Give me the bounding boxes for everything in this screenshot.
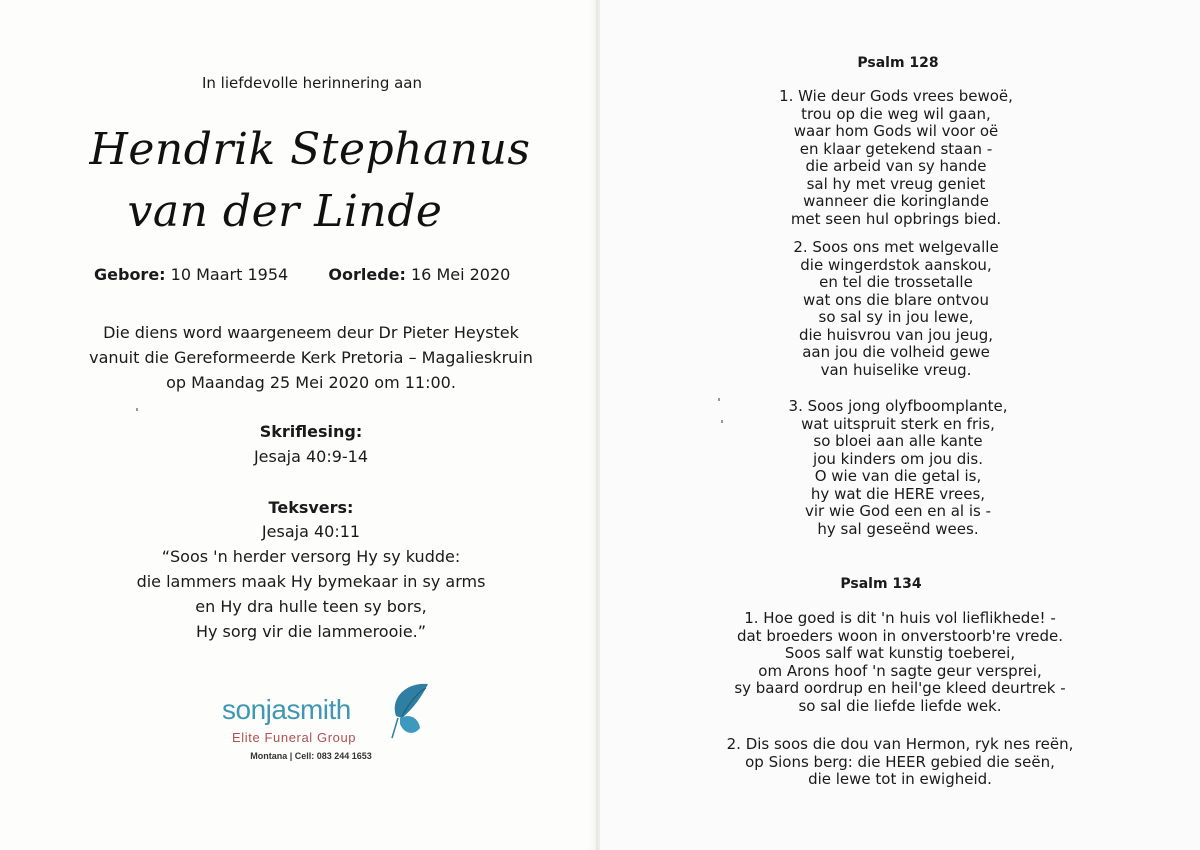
- psalm134-verse1-line: so sal die liefde liefde wek.: [798, 696, 1002, 715]
- psalm128-verse2-line: van huiselike vreug.: [820, 360, 972, 379]
- psalm128-verse2-line: die wingerdstok aanskou,: [800, 255, 992, 274]
- psalm128-verse1-line: die arbeid van sy hande: [805, 157, 987, 175]
- psalm128-verse1-line: waar hom Gods wil voor oë: [793, 122, 999, 140]
- psalm128-verse3-line: wat uitspruit sterk en fris,: [801, 414, 995, 433]
- intro-text: In liefdevolle herinnering aan: [201, 74, 422, 92]
- service-line: Die diens word waargeneem deur Dr Pieter Heystek: [103, 323, 519, 342]
- paper-speck: [721, 420, 723, 423]
- paper-speck: [718, 398, 720, 401]
- psalm134-verse2-line: op Sions berg: die HEER gebied die seën,: [745, 752, 1055, 771]
- born-label: Gebore:: [94, 265, 166, 284]
- logo-contact: Montana | Cell: 083 244 1653: [250, 751, 372, 761]
- psalm128-verse1-line: en klaar getekend staan -: [799, 139, 993, 158]
- service-line: vanuit die Gereformeerde Kerk Pretoria – Magalieskruin: [89, 348, 533, 367]
- deceased-name-line1: Hendrik Stephanus: [89, 124, 531, 175]
- psalm128-verse3-line: hy wat die HERE vrees,: [810, 484, 986, 503]
- psalm128-verse1-line: sal hy met vreug geniet: [806, 174, 986, 193]
- paper-speck: [136, 408, 138, 411]
- psalm128-title: Psalm 128: [857, 55, 939, 71]
- psalm128-verse3-line: 3. Soos jong olyfboomplante,: [788, 397, 1008, 415]
- psalm128-verse2-line: aan jou die volheid gewe: [802, 343, 990, 361]
- psalm134-title: Psalm 134: [840, 576, 922, 592]
- text-verse-label: Teksvers:: [268, 498, 354, 517]
- reading-reference: Jesaja 40:9-14: [253, 447, 369, 466]
- psalm128-verse1-line: trou op die weg wil gaan,: [801, 104, 991, 123]
- left-page: [0, 0, 596, 850]
- psalm134-verse1-line: Soos salf wat kunstig toeberei,: [784, 644, 1016, 662]
- psalm128-verse3-line: hy sal geseënd wees.: [817, 519, 979, 538]
- psalm128-verse2-line: so sal sy in jou lewe,: [818, 308, 974, 326]
- psalm134-verse1-line: 1. Hoe goed is dit 'n huis vol lieflikhede! -: [744, 609, 1056, 627]
- psalm128-verse2-line: die huisvrou van jou jeug,: [798, 325, 993, 344]
- psalm134-verse1-line: sy baard oordrup en heil'ge kleed deurtrek -: [734, 679, 1066, 697]
- psalm134-verse2-line: die lewe tot in ewigheid.: [808, 770, 992, 788]
- died-label: Oorlede:: [328, 265, 406, 284]
- psalm134-verse1-line: om Arons hoof 'n sagte geur versprei,: [758, 661, 1042, 680]
- psalm128-verse3-line: vir wie God een en al is -: [804, 502, 992, 520]
- psalm128-verse1-line: wanneer die koringlande: [803, 192, 989, 210]
- service-line: op Maandag 25 Mei 2020 om 11:00.: [166, 373, 456, 392]
- butterfly-icon: [382, 680, 442, 744]
- logo-brand-text: sonjasmith: [222, 694, 351, 725]
- psalm134-verse1-line: dat broeders woon in onverstoorb're vrede.: [736, 626, 1064, 645]
- text-verse-quote-line: “Soos 'n herder versorg Hy sy kudde:: [161, 547, 461, 566]
- text-verse-quote-line: die lammers maak Hy bymekaar in sy arms: [136, 572, 486, 591]
- psalm128-verse3-line: so bloei aan alle kante: [813, 432, 983, 450]
- deceased-name-line2: van der Linde: [127, 186, 443, 237]
- text-verse-quote-line: en Hy dra hulle teen sy bors,: [195, 597, 427, 616]
- psalm128-verse2-line: 2. Soos ons met welgevalle: [793, 238, 999, 256]
- psalm128-verse2-line: en tel die trossetalle: [819, 273, 973, 291]
- died-date: 16 Mei 2020: [411, 265, 511, 284]
- reading-label: Skriflesing:: [259, 422, 363, 441]
- life-dates: [94, 265, 510, 284]
- text-verse-reference: Jesaja 40:11: [261, 522, 361, 541]
- psalm128-verse3-line: O wie van die getal is,: [814, 467, 982, 485]
- right-page: [600, 0, 1200, 850]
- psalm128-verse1-line: met seen hul opbrings bied.: [790, 209, 1002, 228]
- born-date: 10 Maart 1954: [170, 265, 289, 284]
- logo-tagline: Elite Funeral Group: [232, 730, 357, 745]
- psalm128-verse2-line: wat ons die blare ontvou: [803, 290, 989, 309]
- psalm128-verse3-line: jou kinders om jou dis.: [813, 449, 983, 468]
- text-verse-quote-line: Hy sorg vir die lammerooie.”: [195, 622, 427, 641]
- psalm134-verse2-line: 2. Dis soos die dou van Hermon, ryk nes reën,: [726, 735, 1074, 753]
- psalm128-verse1-line: 1. Wie deur Gods vrees bewoë,: [779, 87, 1013, 105]
